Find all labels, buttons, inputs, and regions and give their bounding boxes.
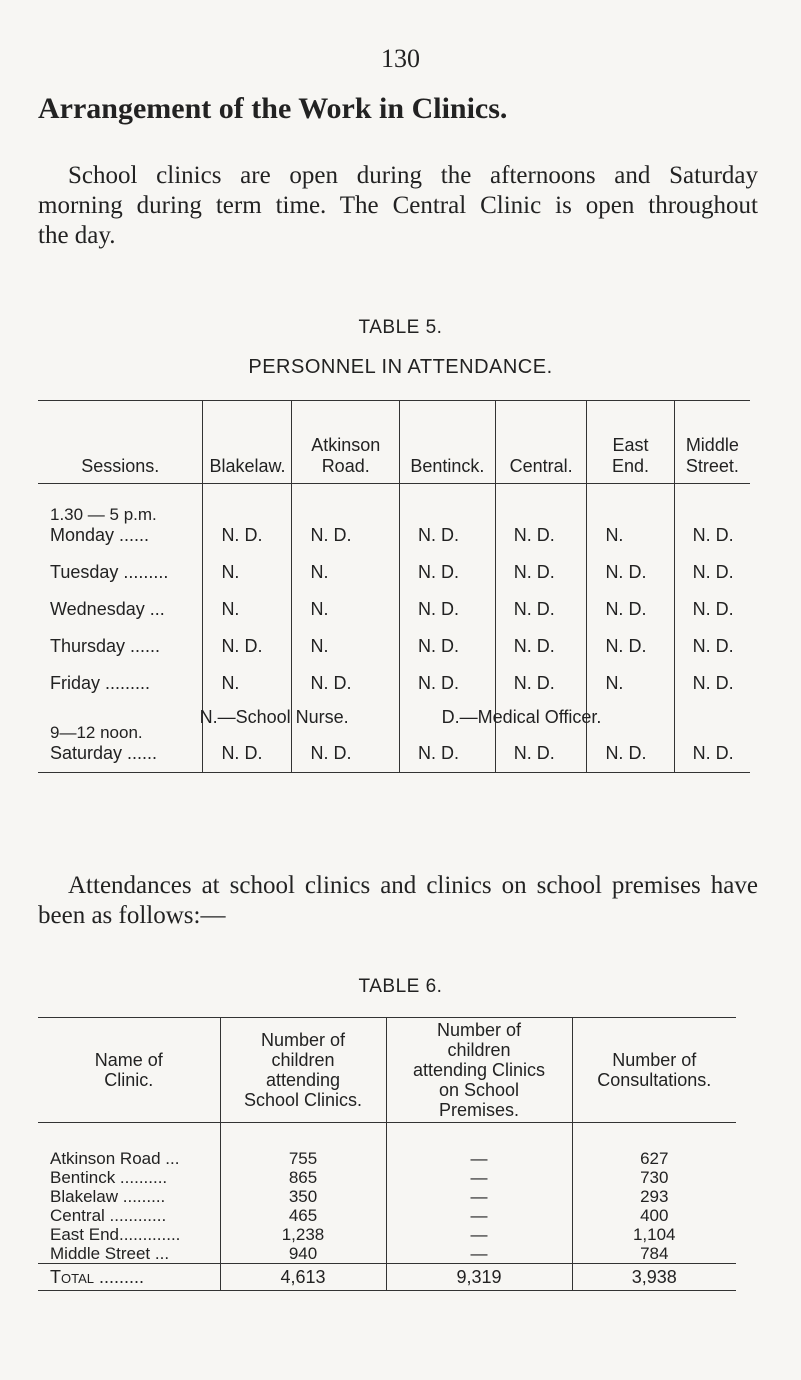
paragraph-line: Attendances at school clinics and clinics on school premises have: [68, 872, 758, 899]
column-header: Middle Street.: [674, 401, 750, 484]
paragraph-line: the day.: [38, 222, 116, 249]
cell: N. D.: [587, 591, 674, 628]
clinic-name: Bentinck ..........: [50, 1168, 168, 1187]
cell: N. D.: [674, 665, 750, 702]
table-row: [38, 665, 750, 702]
clinic-name: Middle Street ...: [50, 1244, 170, 1263]
column-header: East End.: [587, 401, 674, 484]
cell: 940: [220, 1244, 386, 1264]
clinic-name: Blakelaw .........: [50, 1187, 166, 1206]
cell: —: [386, 1187, 572, 1206]
column-header: Bentinck.: [399, 401, 495, 484]
paragraph-line: morning during term time. The Central Clinic is open throughout: [38, 192, 758, 219]
cell: N. D.: [587, 628, 674, 665]
cell: N. D.: [674, 484, 750, 555]
attendance-table: [38, 1017, 736, 1291]
cell: 293: [572, 1187, 736, 1206]
page-number: 130: [381, 44, 420, 73]
table5-subtitle: PERSONNEL IN ATTENDANCE.: [248, 356, 553, 378]
cell: N. D.: [399, 484, 495, 555]
cell: N.: [203, 591, 292, 628]
cell: N.: [292, 591, 399, 628]
table-row: [38, 1225, 736, 1244]
table-header-row: [38, 401, 750, 484]
cell: N. D.: [399, 665, 495, 702]
total-cell: 4,613: [220, 1264, 386, 1291]
column-header: Number of children attending Clinics on School Premises.: [386, 1018, 572, 1123]
cell: N. D.: [587, 702, 674, 773]
cell: 1,104: [572, 1225, 736, 1244]
session-cell: Wednesday ...: [50, 599, 165, 619]
cell: —: [386, 1206, 572, 1225]
cell: —: [386, 1244, 572, 1264]
table-row: [38, 1168, 736, 1187]
clinic-name: Central ............: [50, 1206, 167, 1225]
cell: 1,238: [220, 1225, 386, 1244]
cell: 400: [572, 1206, 736, 1225]
total-cell: 3,938: [572, 1264, 736, 1291]
cell: N. D.: [292, 665, 399, 702]
table5-legend: [0, 707, 801, 728]
table6-caption: TABLE 6.: [358, 976, 443, 997]
cell: N. D.: [587, 554, 674, 591]
column-header: Sessions.: [38, 401, 203, 484]
cell: N.: [292, 554, 399, 591]
cell: —: [386, 1168, 572, 1187]
cell: N.: [203, 554, 292, 591]
table-header-row: [38, 1018, 736, 1123]
column-header: Central.: [495, 401, 587, 484]
cell: 627: [572, 1123, 736, 1169]
cell: N. D.: [674, 554, 750, 591]
table-row: [38, 591, 750, 628]
column-header: Atkinson Road.: [292, 401, 399, 484]
session-cell: Tuesday .........: [50, 562, 169, 582]
cell: N. D.: [495, 554, 587, 591]
column-header: Blakelaw.: [203, 401, 292, 484]
cell: N. D.: [399, 702, 495, 773]
clinic-name: Atkinson Road ...: [50, 1149, 180, 1168]
cell: N.: [203, 665, 292, 702]
cell: N. D.: [203, 628, 292, 665]
total-cell: 9,319: [386, 1264, 572, 1291]
page-heading: Arrangement of the Work in Clinics.: [38, 92, 508, 125]
session-cell: 1.30 — 5 p.m. Monday ......: [50, 505, 157, 545]
cell: N. D.: [495, 665, 587, 702]
cell: N.: [587, 484, 674, 555]
table-row: [38, 1187, 736, 1206]
total-row: [38, 1264, 736, 1291]
column-header: Number of Consultations.: [572, 1018, 736, 1123]
attendance-paragraph: [38, 871, 758, 931]
legend-medical-officer: D.—Medical Officer.: [441, 707, 602, 727]
clinic-name: East End.............: [50, 1225, 181, 1244]
cell: 755: [220, 1123, 386, 1169]
paragraph-line: been as follows:—: [38, 902, 226, 929]
cell: N. D.: [674, 591, 750, 628]
cell: 465: [220, 1206, 386, 1225]
cell: 865: [220, 1168, 386, 1187]
total-label: Total .........: [38, 1264, 220, 1291]
cell: 730: [572, 1168, 736, 1187]
cell: N.: [292, 628, 399, 665]
cell: N. D.: [203, 702, 292, 773]
table-row: [38, 484, 750, 555]
cell: N. D.: [292, 702, 399, 773]
session-cell: Thursday ......: [50, 636, 161, 656]
cell: N. D.: [292, 484, 399, 555]
cell: —: [386, 1123, 572, 1169]
cell: N. D.: [495, 702, 587, 773]
cell: 350: [220, 1187, 386, 1206]
session-cell: Friday .........: [50, 673, 151, 693]
cell: N. D.: [399, 628, 495, 665]
cell: N. D.: [203, 484, 292, 555]
column-header: Name of Clinic.: [38, 1018, 220, 1123]
table-row: [38, 628, 750, 665]
intro-paragraph: [38, 161, 758, 251]
cell: N. D.: [674, 702, 750, 773]
cell: N. D.: [674, 628, 750, 665]
table-row: [38, 554, 750, 591]
table5-caption: TABLE 5.: [358, 317, 443, 338]
table-row: [38, 1123, 736, 1169]
cell: N. D.: [399, 591, 495, 628]
legend-nurse: N.—School Nurse.: [199, 707, 349, 727]
cell: N. D.: [399, 554, 495, 591]
column-header: Number of children attending School Clinics.: [220, 1018, 386, 1123]
cell: N. D.: [495, 484, 587, 555]
cell: N. D.: [495, 591, 587, 628]
table-row: [38, 1206, 736, 1225]
table-row: [38, 1244, 736, 1264]
session-cell: 9—12 noon. Saturday ......: [50, 723, 158, 763]
cell: N. D.: [495, 628, 587, 665]
cell: N.: [587, 665, 674, 702]
cell: 784: [572, 1244, 736, 1264]
paragraph-line: School clinics are open during the afternoons and Saturday: [68, 162, 758, 189]
cell: —: [386, 1225, 572, 1244]
